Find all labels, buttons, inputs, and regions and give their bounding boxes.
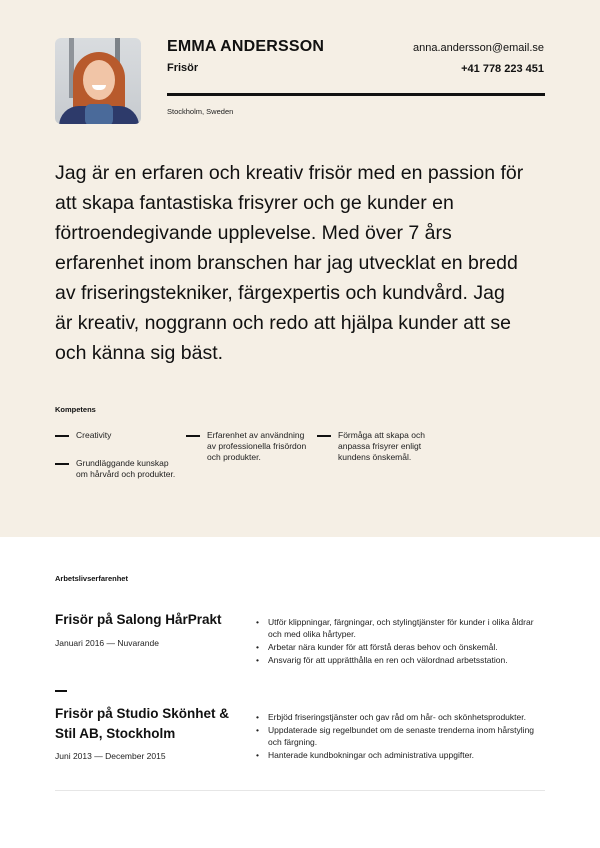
bullet-item: • Erbjöd friseringstjänster och gav råd om hår- och skönhetsprodukter. <box>256 711 546 723</box>
job-dates: Januari 2016 — Nuvarande <box>55 638 159 648</box>
skill-item <box>55 458 181 480</box>
job-dates: Juni 2013 — December 2015 <box>55 751 166 761</box>
dash-icon <box>317 435 331 437</box>
dash-icon <box>55 435 69 437</box>
skill-text: Grundläggande kunskap om hårvård och produkter. <box>76 458 176 479</box>
section-divider <box>55 790 545 791</box>
phone-number[interactable]: +41 778 223 451 <box>461 63 544 75</box>
job-responsibilities <box>256 711 546 762</box>
skill-item <box>317 430 443 463</box>
profile-photo <box>55 38 141 124</box>
bullet-item: • Ansvarig för att upprätthålla en ren och välordnad arbetsstation. <box>256 654 546 666</box>
job-title: Frisör på Studio Skönhet & Stil AB, Stockholm <box>55 706 230 741</box>
skills-heading: Kompetens <box>55 405 96 414</box>
job-title: Frisör på Salong HårPrakt <box>55 612 222 627</box>
experience-heading: Arbetslivserfarenhet <box>55 574 128 583</box>
photo-scarf <box>85 104 113 124</box>
email-link[interactable]: anna.andersson@email.se <box>412 42 544 54</box>
bullet-item: • Utför klippningar, färgningar, och stylingtjänster för kunder i olika åldrar och med olika hårtyper. <box>256 616 546 640</box>
bullet-item: • Uppdaterade sig regelbundet om de senaste trenderna inom hårstyling och färgning. <box>256 724 546 748</box>
profile-summary: Jag är en erfaren och kreativ frisör med en passion för att skapa fantastiska frisyrer och ge kunder en förtroendegivande upplevelse. Med över 7 års erfarenhet inom branschen har jag utvecklat en bredd av friseringstekniker, färgexpertis och kundvård. Jag är kreativ, noggrann och redo att hjälpa kunder att se och känna sig bäst. <box>55 162 524 364</box>
job-separator-dash <box>55 690 67 692</box>
skill-text: Creativity <box>76 430 112 440</box>
job-responsibilities <box>256 616 546 667</box>
dash-icon <box>55 463 69 465</box>
bullet-item: • Hanterade kundbokningar och administrativa uppgifter. <box>256 749 546 761</box>
header-divider <box>167 93 545 96</box>
location: Stockholm, Sweden <box>167 107 234 116</box>
skill-item <box>186 430 312 463</box>
bullet-item: • Arbetar nära kunder för att förstå deras behov och önskemål. <box>256 641 546 653</box>
skill-text: Förmåga att skapa och anpassa frisyrer enligt kundens önskemål. <box>338 430 425 462</box>
candidate-name: EMMA ANDERSSON <box>167 38 325 55</box>
dash-icon <box>186 435 200 437</box>
candidate-role: Frisör <box>167 62 199 74</box>
photo-face <box>83 60 115 100</box>
skill-text: Erfarenhet av användning av professionella frisördon och produkter. <box>207 430 307 462</box>
skill-item <box>55 430 181 441</box>
